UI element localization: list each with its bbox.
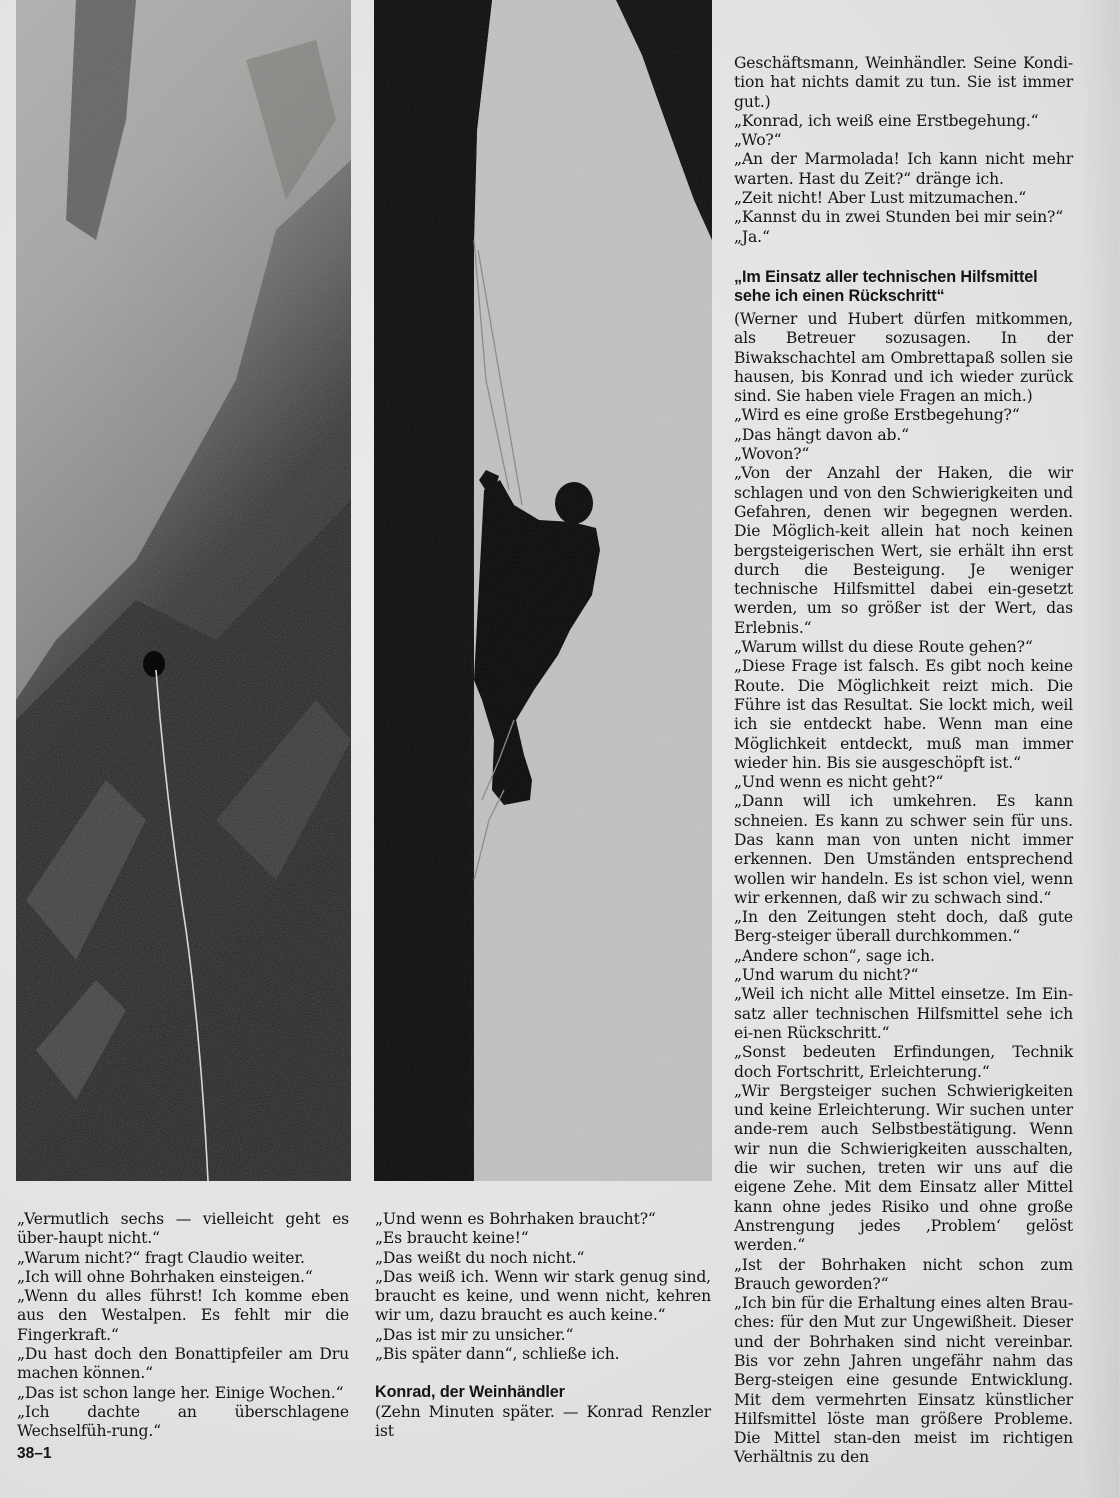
- paragraph: (Zehn Minuten später. — Konrad Renzler ist: [375, 1402, 711, 1441]
- paragraph: „Das hängt davon ab.“: [734, 425, 909, 444]
- paragraph: „Das ist schon lange her. Einige Wochen.“: [17, 1383, 344, 1402]
- paragraph: „An der Marmolada! Ich kann nicht mehr warten. Hast du Zeit?“ dränge ich.: [734, 150, 1073, 188]
- paragraph: „Wenn du alles führst! Ich komme eben aus den Westalpen. Es fehlt mir die Fingerkraft.“: [17, 1287, 349, 1344]
- rock-face-image: [16, 0, 351, 1181]
- section-heading: „Im Einsatz aller technischen Hilfsmittel sehe ich einen Rückschritt“: [734, 267, 1038, 306]
- paragraph: „Das weiß ich. Wenn wir stark genug sind, braucht es keine, und wenn nicht, kehren wir um, dazu braucht es auch keine.“: [375, 1267, 711, 1325]
- paragraph: „Das weißt du noch nicht.“: [375, 1248, 585, 1267]
- paragraph: „Wir Bergsteiger suchen Schwierigkeiten und keine Erleichterung. Wir suchen unter ande-rem auch Selbstbestätigung. Wenn wir nun die Schwierigkeiten ausschalten, die wir suchen, treten wir uns auf die eigene Zehe. Mit dem Einsatz aller Mittel kann ohne jedes Risiko und ohne große Anstrengung jedes ‚Problem‘ gelöst werden.“: [734, 1081, 1073, 1255]
- paragraph: „Wo?“: [734, 131, 782, 150]
- paragraph: „Und wenn es nicht geht?“: [734, 773, 944, 792]
- paragraph: „Und wenn es Bohrhaken braucht?“: [375, 1210, 656, 1228]
- photo-rock-face: [16, 0, 351, 1181]
- paragraph: „Und warum du nicht?“: [734, 966, 919, 985]
- paragraph: „Sonst bedeuten Erfindungen, Technik doch Fortschritt, Erleichterung.“: [734, 1043, 1073, 1081]
- paragraph: Geschäftsmann, Weinhändler. Seine Kondi-tion hat nichts damit zu tun. Sie ist immer gut.): [734, 54, 1073, 111]
- paragraph: „Wovon?“: [734, 445, 810, 464]
- paragraph: „Wird es eine große Erstbegehung?“: [734, 406, 1020, 425]
- paragraph: „Ich bin für die Erhaltung eines alten Brau-ches: für den Mut zur Ungewißheit. Dieser und der Bohrhaken sind nicht vereinbar. Bis vor zehn Jahren ungefähr nahm das Berg-steigen eine gesunde Entwicklung. Mit dem vermehrten Einsatz künstlicher Hilfsmittel löste man größere Probleme. Die Mittel stan-den meist im richtigen Verhältnis zu den: [734, 1294, 1073, 1467]
- paragraph: „Warum nicht?“ fragt Claudio weiter.: [17, 1248, 305, 1267]
- page-edge-shadow: [1079, 0, 1119, 1498]
- paragraph: „Konrad, ich weiß eine Erstbegehung.“: [734, 111, 1039, 130]
- paragraph: „Vermutlich sechs — vielleicht geht es über-haupt nicht.“: [17, 1210, 349, 1248]
- paragraph: „Du hast doch den Bonattipfeiler am Dru machen können.“: [17, 1345, 349, 1383]
- paragraph: „Von der Anzahl der Haken, die wir schlagen und von den Schwierigkeiten und Gefahren, denen wir begegnen werden. Die Möglich-keit allein hat noch keinen bergsteigerischen Wert, sie erhält ihn erst durch die Besteigung. Je weniger technische Hilfsmittel dabei ein-gesetzt werden, um so größer ist der Wert, das Erlebnis.“: [734, 464, 1073, 637]
- paragraph: „Weil ich nicht alle Mittel einsetze. Im Ein-satz aller technischen Hilfsmittel sehe ich ei-nen Rückschritt.“: [734, 985, 1073, 1042]
- page-number: 38–1: [17, 1445, 52, 1462]
- paragraph: „Bis später dann“, schließe ich.: [375, 1345, 620, 1364]
- paragraph: „Kannst du in zwei Stunden bei mir sein?“: [734, 208, 1064, 227]
- paragraph: „In den Zeitungen steht doch, daß gute Berg-steiger überall durchkommen.“: [734, 908, 1073, 946]
- paragraph: „Ja.“: [734, 227, 770, 246]
- paragraph: „Ich will ohne Bohrhaken einsteigen.“: [17, 1267, 313, 1286]
- paragraph: „Zeit nicht! Aber Lust mitzumachen.“: [734, 189, 1027, 208]
- climber-figure: [143, 651, 165, 677]
- paragraph: „Diese Frage ist falsch. Es gibt noch keine Route. Die Möglichkeit reizt mich. Die Führe ist das Resultat. Sie lockt mich, weil ich sie entdeckt habe. Wenn man eine Möglichkeit entdeckt, muß man immer wieder hin. Bis sie ausgeschöpft ist.“: [734, 657, 1073, 772]
- text-column-right: [734, 54, 1073, 1468]
- paragraph: „Warum willst du diese Route gehen?“: [734, 638, 1033, 657]
- paragraph: „Andere schon“, sage ich.: [734, 946, 935, 965]
- paragraph: „Dann will ich umkehren. Es kann schneien. Es kann zu schwer sein für uns. Das kann man von unten nicht immer erkennen. Den Umständen entsprechend wollen wir handeln. Es ist schon viel, wenn wir erkennen, daß wir zu schwach sind.“: [734, 792, 1073, 907]
- photo-climber-silhouette: [374, 0, 712, 1181]
- climber-silhouette-image: [374, 0, 712, 1181]
- paragraph: „Es braucht keine!“: [375, 1229, 529, 1248]
- text-column-middle: [375, 1210, 711, 1441]
- paragraph: „Ist der Bohrhaken nicht schon zum Brauch geworden?“: [734, 1255, 1073, 1293]
- paragraph: „Ich dachte an überschlagene Wechselfüh-rung.“: [17, 1402, 349, 1441]
- paragraph: (Werner und Hubert dürfen mitkommen, als Betreuer sozusagen. In der Biwakschachtel am Ombrettapaß sollen sie hausen, bis Konrad und ich wieder zurück sind. Sie haben viele Fragen an mich.): [734, 309, 1073, 406]
- paragraph: „Das ist mir zu unsicher.“: [375, 1325, 574, 1344]
- section-heading: Konrad, der Weinhändler: [375, 1383, 565, 1402]
- text-column-left: [17, 1210, 349, 1442]
